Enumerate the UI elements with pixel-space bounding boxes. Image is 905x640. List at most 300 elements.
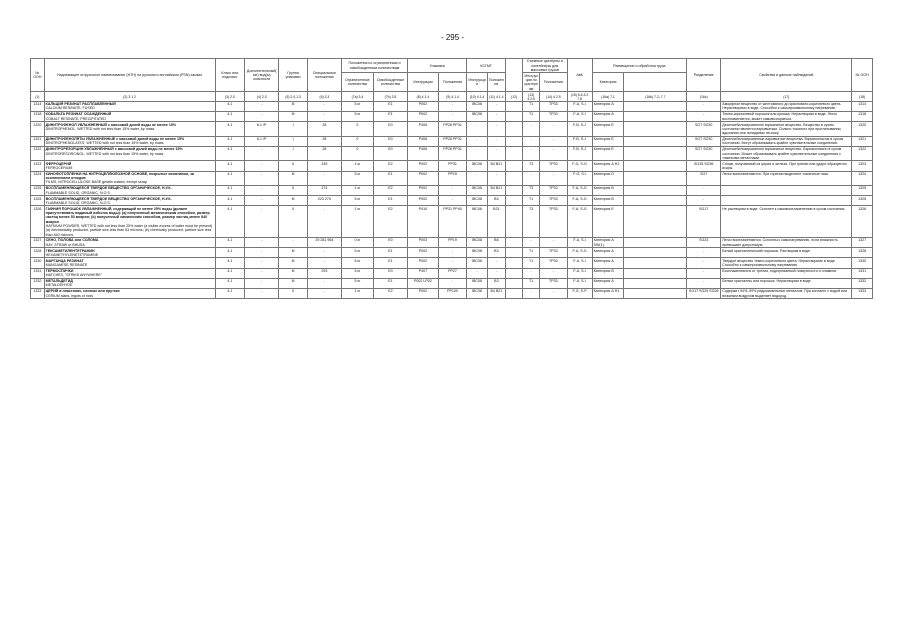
header-properties: Свойства и данные наблюдений: [721, 59, 852, 92]
cell-props: Аморфное вещество от желтоватого до красновато-коричневого цвета. Нерастворимо в воде. Способно к самопроизвольному нагреванию.: [721, 101, 852, 111]
cell-name: [44, 161, 215, 171]
subheader-ibc-instructions: Инструкции: [467, 73, 488, 92]
colnum: (3) 2.0: [215, 92, 245, 102]
cell-ibp: B3: [487, 278, 505, 288]
cell-cls: 4.1: [215, 196, 245, 206]
name-russian: ГАФНИЯ ПОРОШОК УВЛАЖНЕННЫЙ, содержащий не менее 25% воды (должен присутствовать видимый избыток воды): (a) полученный механическим способом, размер частиц менее 53 микрон; (b) полученный химическим способом, размер частиц менее 840 микрон: [45, 206, 210, 224]
cell-seg: SG7 SG30: [687, 146, 721, 160]
cell-empty: [624, 289, 687, 299]
cell-sp: 29 281 964: [307, 238, 341, 248]
header-subsidiary: Дополнительный(ые) вид(ы) опасности: [245, 59, 279, 92]
cell-ems: F-A, S-G: [567, 248, 592, 258]
cell-eq: E1: [373, 101, 407, 111]
cell-empty: [506, 248, 523, 258]
cell-ibp: -: [487, 122, 505, 136]
cell-cls: 4.1: [215, 268, 245, 278]
cell-stow: Категория А H1: [592, 289, 624, 299]
cell-empty: [506, 289, 523, 299]
cell-seg: SG35 SG36: [687, 161, 721, 171]
cell-ems: F-A, S-I: [567, 278, 592, 288]
cell-ems: F-G, S-I: [567, 171, 592, 185]
cell-un: 1314: [31, 101, 45, 111]
cell-sub: -: [245, 186, 279, 196]
cell-empty: [506, 136, 523, 146]
cell-pg: III: [279, 248, 307, 258]
cell-props: Десенсибилизированное взрывчатое вещество. Взрывоопасно в сухом состоянии. Может образовывать крайне чувствительные соединения с тяжелыми металлами.: [721, 146, 852, 160]
cell-pg: I: [279, 136, 307, 146]
colnum: (7b) 3.5: [373, 92, 407, 102]
cell-tpp: -: [540, 171, 567, 185]
name-english: DINITRORESORCINOL, WETTED with not less than 15% water, by mass: [45, 151, 164, 156]
cell-ibi: IBC08: [467, 196, 488, 206]
page-number: - 295 -: [440, 33, 465, 42]
cell-lq: 1 кг: [341, 161, 373, 171]
cell-pp: PP15: [438, 171, 466, 185]
cell-un: 1327: [31, 238, 45, 248]
cell-seg: -: [687, 278, 721, 288]
name-english: CALCIUM RESINATE, FUSED: [45, 106, 95, 111]
table-row: [31, 268, 873, 278]
table-row: [31, 206, 873, 238]
cell-stow: Категория E: [592, 122, 624, 136]
cell-pp: PP26 PP31: [438, 122, 466, 136]
cell-cls: 4.1: [215, 161, 245, 171]
cell-name: [44, 122, 215, 136]
name-russian: МАРГАНЦА РЕЗИНАТ: [45, 258, 84, 263]
cell-pi: P002: [408, 196, 439, 206]
cell-empty: [624, 278, 687, 288]
cell-tpp: -: [540, 238, 567, 248]
cell-empty: [506, 122, 523, 136]
header-class: Класс или подкласс: [215, 59, 245, 92]
cell-eq: E1: [373, 112, 407, 122]
cell-pi: P002: [408, 171, 439, 185]
cell-sub: -: [245, 238, 279, 248]
cell-stow: Категория А: [592, 101, 624, 111]
cell-cls: 4.1: [215, 136, 245, 146]
header-stowage: Размещение и обработка груза: [592, 59, 687, 73]
cell-pp: -: [438, 186, 466, 196]
header-ems: АвК: [567, 59, 592, 92]
cell-eq: E1: [373, 278, 407, 288]
cell-un: 1331: [31, 268, 45, 278]
cell-ibi: IBC08: [467, 238, 488, 248]
colnum: (17): [721, 92, 852, 102]
cell-props: [721, 186, 852, 196]
cell-un: 1332: [31, 278, 45, 288]
cell-ibi: -: [467, 146, 488, 160]
cell-empty: [624, 171, 687, 185]
cell-empty: [624, 238, 687, 248]
cell-props: Десенсибилизированное взрывчатое вещество. Вещество в сухом состоянии является взрывчатым. Сильно токсично при проглатывании, вдыхании или попадании на кожу.: [721, 122, 852, 136]
cell-ibi: -: [467, 171, 488, 185]
cell-sp: 249: [307, 161, 341, 171]
cell-lq: 5 кг: [341, 248, 373, 258]
table-row: [31, 171, 873, 185]
cell-cls: 4.1: [215, 101, 245, 111]
cell-pi: P003: [408, 238, 439, 248]
cell-sp: -: [307, 258, 341, 268]
cell-sub: -: [245, 289, 279, 299]
cell-cls: 4.1: [215, 186, 245, 196]
cell-ibi: IBC08: [467, 248, 488, 258]
cell-sub: -: [245, 206, 279, 238]
cell-ems: F-G, S-P: [567, 289, 592, 299]
cell-sp: 223 274: [307, 196, 341, 206]
subheader-stowage-category: Категория: [592, 73, 624, 92]
cell-pi: P406: [408, 122, 439, 136]
cell-tpp: TP33: [540, 258, 567, 268]
cell-ibp: -: [487, 136, 505, 146]
cell-lq: 0 кг: [341, 238, 373, 248]
cell-tpp: TP33: [540, 248, 567, 258]
cell-eq: E0: [373, 268, 407, 278]
cell-un: 1331: [852, 268, 873, 278]
cell-tp: -: [523, 289, 540, 299]
cell-tpp: TP33: [540, 112, 567, 122]
table-row: [31, 112, 873, 122]
colnum: (2) 3.1.2: [44, 92, 215, 102]
cell-pg: III: [279, 278, 307, 288]
table-body: [31, 101, 873, 298]
cell-stow: Категория E: [592, 146, 624, 160]
cell-cls: 4.1: [215, 258, 245, 268]
name-english: HAFNIUM POWDER, WETTED with not less than 25% water (a visible excess of water must be present) (a) mechanically produced, particle size less than 53 microns; (b) chemically produced, particle size less than 840 microns: [45, 223, 213, 237]
cell-stow: Категория B: [592, 196, 624, 206]
name-russian: ВОСПЛАМЕНЯЮЩЕЕСЯ ТВЕРДОЕ ВЕЩЕСТВО ОРГАНИЧЕСКОЕ, Н.У.К.: [45, 186, 172, 191]
name-english: COBALT RESINATE, PRECIPITATED: [45, 116, 107, 121]
cell-eq: E0: [373, 122, 407, 136]
cell-pg: II: [279, 206, 307, 238]
table-row: [31, 136, 873, 146]
cell-tp: -: [523, 122, 540, 136]
colnum: (6) 3.3: [307, 92, 341, 102]
cell-ibi: IBC08: [467, 161, 488, 171]
cell-ibp: -: [487, 101, 505, 111]
subheader-instructions: Инструкции: [408, 73, 439, 92]
cell-lq: 5 кг: [341, 171, 373, 185]
cell-eq: E2: [373, 186, 407, 196]
cell-stow: Категория D: [592, 171, 624, 185]
cell-ems: F-A, S-I: [567, 238, 592, 248]
cell-empty: [624, 186, 687, 196]
cell-tp: T3: [523, 161, 540, 171]
cell-un: 1330: [852, 258, 873, 268]
cell-un: 1322: [852, 146, 873, 160]
cell-pi: P406: [408, 136, 439, 146]
name-russian: ГЕКСАМЕТИЛЕНТЕТРАМИН: [45, 248, 95, 253]
cell-name: [44, 196, 215, 206]
column-numbers-row: [31, 92, 873, 102]
cell-ibp: -: [487, 146, 505, 160]
cell-pg: -: [279, 238, 307, 248]
cell-stow: Категория А: [592, 278, 624, 288]
cell-sp: 28: [307, 122, 341, 136]
cell-eq: E0: [373, 136, 407, 146]
cell-ibp: B4 B21: [487, 289, 505, 299]
cell-un: 1321: [31, 136, 45, 146]
table-row: [31, 161, 873, 171]
cell-tpp: -: [540, 289, 567, 299]
cell-lq: 0: [341, 122, 373, 136]
cell-pg: I: [279, 122, 307, 136]
cell-props: Твердое вещество темно-коричневого цвета. Нерастворимо в воде. Способно к самопроизвольному нагреванию.: [721, 258, 852, 268]
name-russian: КОБАЛЬТА РЕЗИНАТ ОСАЖДЕННЫЙ: [45, 112, 112, 117]
cell-cls: 4.1: [215, 171, 245, 185]
cell-ibi: IBC08: [467, 278, 488, 288]
name-english: HAY, STRAW or BHUSA: [45, 242, 85, 247]
cell-tpp: TP33: [540, 161, 567, 171]
subheader-limited-quantity: Ограниченные количества: [341, 73, 373, 92]
cell-sp: 274: [307, 186, 341, 196]
cell-name: [44, 289, 215, 299]
cell-un: 1320: [852, 122, 873, 136]
table-row: [31, 122, 873, 136]
cell-ibp: -: [487, 112, 505, 122]
header-un-number: № ООН: [31, 59, 45, 92]
cell-ems: F-A, S-G: [567, 186, 592, 196]
cell-empty: [624, 146, 687, 160]
cell-pg: III: [279, 112, 307, 122]
cell-tpp: TP33: [540, 206, 567, 238]
cell-lq: 5 кг: [341, 278, 373, 288]
name-english: MANGANESE RESINATE: [45, 263, 88, 268]
cell-name: [44, 186, 215, 196]
cell-seg: -: [687, 258, 721, 268]
cell-pg: III: [279, 258, 307, 268]
cell-empty: [624, 161, 687, 171]
cell-lq: 5 кг: [341, 101, 373, 111]
cell-empty: [624, 268, 687, 278]
cell-sp: 28: [307, 136, 341, 146]
colnum: (18): [852, 92, 873, 102]
header-ibc: КСГМГ: [467, 59, 506, 73]
name-english: FLAMMABLE SOLID, ORGANIC, N.O.S.: [45, 200, 111, 205]
cell-lq: 5 кг: [341, 196, 373, 206]
subheader-provisions: Положения: [438, 73, 466, 92]
cell-lq: 0: [341, 136, 373, 146]
cell-seg: SG7 SG30: [687, 136, 721, 146]
cell-un: 1314: [852, 101, 873, 111]
cell-ems: F-A, S-I: [567, 101, 592, 111]
cell-tp: -: [523, 146, 540, 160]
colnum: (13) 4.2.5: [523, 92, 540, 102]
cell-sub: -: [245, 268, 279, 278]
cell-pi: P002: [408, 161, 439, 171]
cell-sub: 6.1 /P: [245, 136, 279, 146]
name-english: FLAMMABLE SOLID, ORGANIC, N.O.S.: [45, 190, 111, 195]
name-russian: ДИНИТРОФЕНОЛЯТЫ УВЛАЖНЕННЫЕ с массовой долей воды не менее 15%: [45, 137, 185, 142]
cell-sp: 28: [307, 146, 341, 160]
cell-stow: Категория А: [592, 248, 624, 258]
cell-sub: -: [245, 278, 279, 288]
cell-eq: E0: [373, 146, 407, 160]
cell-empty: [624, 101, 687, 111]
cell-stow: Категория А H1: [592, 161, 624, 171]
cell-empty: [506, 278, 523, 288]
cell-empty: [624, 196, 687, 206]
cell-pi: P410: [408, 206, 439, 238]
cell-stow: Категория E: [592, 136, 624, 146]
table-header: [31, 59, 873, 102]
cell-pg: II: [279, 161, 307, 171]
cell-seg: -: [687, 268, 721, 278]
header-name: Надлежащее отгрузочное наименование (НТН) на русском и английском (PSN) языках: [44, 59, 215, 92]
name-english: MATCHES, "STRIKE ANYWHERE": [45, 273, 103, 278]
cell-ems: F-A, S-G: [567, 196, 592, 206]
cell-ibi: IBC06: [467, 101, 488, 111]
cell-un: 1324: [31, 171, 45, 185]
cell-pi: P406: [408, 146, 439, 160]
cell-props: Сплав, получаемый из церия и железа. При трении или ударе образуются искры.: [721, 161, 852, 171]
cell-tpp: TP33: [540, 186, 567, 196]
cell-tp: -: [523, 238, 540, 248]
cell-tpp: -: [540, 146, 567, 160]
cell-empty: [624, 258, 687, 268]
cell-pi: P407: [408, 268, 439, 278]
cell-pp: PP27: [438, 268, 466, 278]
cell-name: [44, 248, 215, 258]
cell-seg: -: [687, 248, 721, 258]
header-tanks: Съемные цистерны и контейнеры для массовых грузов: [523, 59, 567, 73]
cell-empty: [506, 238, 523, 248]
cell-un: 1333: [31, 289, 45, 299]
cell-ems: F-A, S-G: [567, 206, 592, 238]
cell-name: [44, 136, 215, 146]
cell-sub: -: [245, 258, 279, 268]
cell-sp: 293: [307, 268, 341, 278]
cell-tpp: -: [540, 136, 567, 146]
colnum: (7a) 3.4: [341, 92, 373, 102]
cell-empty: [506, 206, 523, 238]
cell-ems: F-B, S-J: [567, 122, 592, 136]
cell-pp: -: [438, 248, 466, 258]
cell-stow: Категория E: [592, 206, 624, 238]
cell-empty: [624, 136, 687, 146]
cell-name: [44, 238, 215, 248]
cell-tp: T1: [523, 112, 540, 122]
name-english: METALDEHYDE: [45, 283, 73, 288]
colnum: (15) 5.4.3.2 7.8: [567, 92, 592, 102]
cell-pp: -: [438, 196, 466, 206]
cell-pg: III: [279, 268, 307, 278]
cell-ibi: -: [467, 268, 488, 278]
cell-ems: F-G, S-G: [567, 161, 592, 171]
cell-pp: -: [438, 258, 466, 268]
cell-props: Десенсибилизированные взрывчатые вещества. Взрывоопасны в сухом состоянии. Могут образовывать крайне чувствительные соединения.: [721, 136, 852, 146]
cell-un: 1325: [31, 196, 45, 206]
cell-cls: 4.1: [215, 238, 245, 248]
header-special-provisions: Специальные положения: [307, 59, 341, 92]
cell-sp: -: [307, 289, 341, 299]
name-english: HEXAMETHYLENETETRAMINE: [45, 252, 99, 257]
colnum: (10) 4.1.4: [467, 92, 488, 102]
name-russian: ЦЕРИЙ в пластинах, слитках или прутках: [45, 289, 120, 294]
cell-stow: Категория А SW(1): [592, 238, 624, 248]
cell-eq: E1: [373, 248, 407, 258]
dangerous-goods-table: [30, 58, 873, 299]
cell-pi: P002 LP02: [408, 278, 439, 288]
cell-seg: -: [687, 186, 721, 196]
cell-pp: PP26 PP31: [438, 136, 466, 146]
cell-ems: F-A, S-I: [567, 268, 592, 278]
subheader-excepted-quantity: Освобожденные количества: [373, 73, 407, 92]
cell-ibi: IBC08: [467, 289, 488, 299]
cell-name: [44, 171, 215, 185]
cell-sub: -: [245, 146, 279, 160]
cell-ibp: B21: [487, 206, 505, 238]
cell-pg: II: [279, 186, 307, 196]
cell-un: 1326: [31, 206, 45, 238]
cell-tp: T3: [523, 206, 540, 238]
cell-un: 1330: [31, 258, 45, 268]
name-russian: ДИНИТРОРЕЗОРЦИН УВЛАЖНЕННЫЙ с массовой долей воды не менее 15%: [45, 147, 183, 152]
cell-un: 1325: [31, 186, 45, 196]
cell-sub: -: [245, 101, 279, 111]
cell-seg: -: [687, 101, 721, 111]
subheader-stowage-codes: [624, 73, 687, 92]
cell-pp: PP26 PP31: [438, 146, 466, 160]
cell-pp: -: [438, 112, 466, 122]
cell-eq: E1: [373, 258, 407, 268]
cell-cls: 4.1: [215, 112, 245, 122]
cell-ibi: IBC08: [467, 186, 488, 196]
name-russian: ФЕРРОЦЕРИЙ: [45, 161, 72, 166]
colnum: (12): [506, 92, 523, 102]
cell-sub: -: [245, 112, 279, 122]
colnum: (16b) 7.2–7.7: [624, 92, 687, 102]
cell-sub: -: [245, 248, 279, 258]
subheader-tank-provisions: Положения: [540, 73, 567, 92]
cell-sp: -: [307, 112, 341, 122]
cell-sp: -: [307, 206, 341, 238]
cell-ibp: -: [487, 171, 505, 185]
cell-lq: 1 кг: [341, 186, 373, 196]
cell-tp: T1: [523, 248, 540, 258]
cell-eq: E0: [373, 238, 407, 248]
table-row: [31, 278, 873, 288]
cell-lq: 5 кг: [341, 258, 373, 268]
cell-un: 1332: [852, 278, 873, 288]
cell-cls: 4.1: [215, 248, 245, 258]
cell-un: 1328: [852, 248, 873, 258]
name-english: DINITROPHENOLATES, WETTED with not less than 15% water, by mass: [45, 141, 164, 146]
colnum: (9) 4.1.4: [438, 92, 466, 102]
table-row: [31, 196, 873, 206]
cell-props: Не растворим в воде. Склонен к самовоспламенению в сухом состоянии.: [721, 206, 852, 238]
cell-empty: [506, 171, 523, 185]
colnum: (4) 2.0: [245, 92, 279, 102]
cell-sub: 6.1 /P: [245, 122, 279, 136]
cell-props: Белые кристаллы или порошок. Нерастворим в воде.: [721, 278, 852, 288]
cell-stow: Категория B: [592, 186, 624, 196]
header-packing-group: Группа упаковки: [279, 59, 307, 92]
cell-name: [44, 101, 215, 111]
cell-pi: P002: [408, 258, 439, 268]
cell-un: 1320: [31, 122, 45, 136]
cell-eq: E1: [373, 171, 407, 185]
cell-pp: PP31 PP40: [438, 206, 466, 238]
cell-tp: T1: [523, 196, 540, 206]
cell-props: Белый кристаллический порошок. Растворим в воде.: [721, 248, 852, 258]
cell-ems: F-A, S-I: [567, 258, 592, 268]
cell-cls: 4.1: [215, 278, 245, 288]
cell-ibp: B4 B21: [487, 186, 505, 196]
cell-props: Темно-коричневый порошок или крошка. Нерастворим в воде. Легко воспламеняется, может самовозгораться.: [721, 112, 852, 122]
cell-stow: Категория B: [592, 268, 624, 278]
name-russian: СЕНО, ПОЛОВА или СОЛОМА: [45, 238, 99, 243]
cell-un: 1323: [852, 161, 873, 171]
